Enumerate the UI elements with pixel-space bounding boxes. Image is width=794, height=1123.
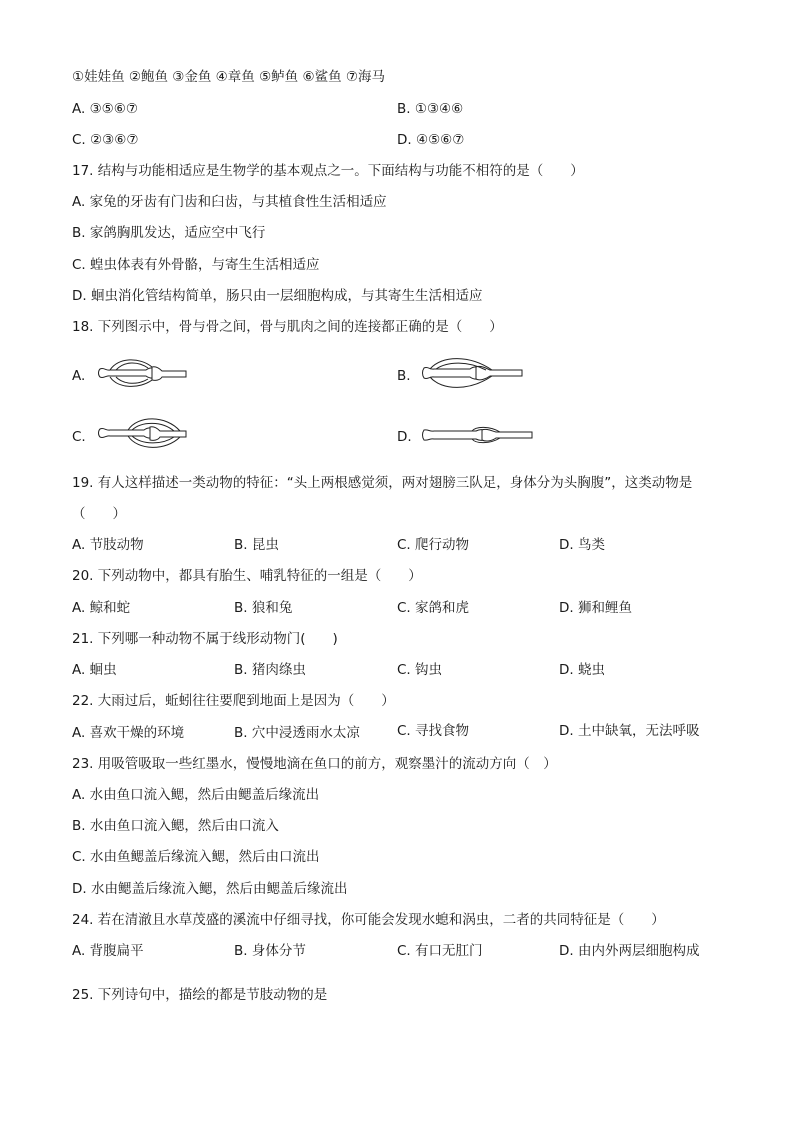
q16-option-a[interactable]: A. ③⑤⑥⑦: [72, 101, 138, 117]
q18-option-a-label[interactable]: A.: [72, 368, 86, 384]
q24-option-b[interactable]: B. 身体分节: [234, 943, 306, 959]
q17-option-a[interactable]: A. 家兔的牙齿有门齿和臼齿，与其植食性生活相适应: [72, 194, 387, 210]
q19-option-d[interactable]: D. 鸟类: [559, 537, 605, 553]
q18-stem: 18. 下列图示中，骨与骨之间，骨与肌肉之间的连接都正确的是（ ）: [72, 319, 503, 335]
q24-option-d[interactable]: D. 由内外两层细胞构成: [559, 943, 700, 959]
q23-option-d[interactable]: D. 水由鳃盖后缘流入鳃，然后由鳃盖后缘流出: [72, 881, 348, 897]
q16-option-d[interactable]: D. ④⑤⑥⑦: [397, 132, 465, 148]
q16-option-b[interactable]: B. ①③④⑥: [397, 101, 464, 117]
q21-option-d[interactable]: D. 蛲虫: [559, 662, 605, 678]
q17-option-d[interactable]: D. 蛔虫消化管结构简单，肠只由一层细胞构成，与其寄生生活相适应: [72, 288, 483, 304]
q18-figure-a: [94, 353, 194, 393]
q22-option-a[interactable]: A. 喜欢干燥的环境: [72, 725, 185, 741]
species-list: ①娃娃鱼 ②鲍鱼 ③金鱼 ④章鱼 ⑤鲈鱼 ⑥鲨鱼 ⑦海马: [72, 69, 385, 85]
q23-option-a[interactable]: A. 水由鱼口流入鳃，然后由鳃盖后缘流出: [72, 787, 320, 803]
q24-stem: 24. 若在清澈且水草茂盛的溪流中仔细寻找，你可能会发现水螅和涡虫，二者的共同特征是（ ）: [72, 912, 665, 928]
q20-option-d[interactable]: D. 狮和鲤鱼: [559, 600, 632, 616]
q18-option-c-label[interactable]: C.: [72, 429, 86, 445]
q21-option-c[interactable]: C. 钩虫: [397, 662, 443, 678]
q16-option-c[interactable]: C. ②③⑥⑦: [72, 132, 139, 148]
q23-stem: 23. 用吸管吸取一些红墨水，慢慢地滴在鱼口的前方，观察墨汁的流动方向（ ）: [72, 756, 557, 772]
q18-figure-c: [94, 411, 194, 455]
q21-stem: 21. 下列哪一种动物不属于线形动物门( ): [72, 631, 338, 647]
q24-option-c[interactable]: C. 有口无肛门: [397, 943, 483, 959]
q19-option-c[interactable]: C. 爬行动物: [397, 537, 470, 553]
q22-option-d[interactable]: D. 土中缺氧，无法呼吸: [559, 723, 700, 739]
q22-option-b[interactable]: B. 穴中浸透雨水太凉: [234, 725, 360, 741]
q22-option-c[interactable]: C. 寻找食物: [397, 723, 470, 739]
q20-stem: 20. 下列动物中，都具有胎生、哺乳特征的一组是（ ）: [72, 568, 422, 584]
q25-stem: 25. 下列诗句中，描绘的都是节肢动物的是: [72, 987, 328, 1003]
q19-stem-line2: （ ）: [72, 506, 126, 522]
q18-option-b-label[interactable]: B.: [397, 368, 411, 384]
q24-option-a[interactable]: A. 背腹扁平: [72, 943, 144, 959]
q22-stem: 22. 大雨过后，蚯蚓往往要爬到地面上是因为（ ）: [72, 693, 395, 709]
q19-option-b[interactable]: B. 昆虫: [234, 537, 279, 553]
q19-stem-line1: 19. 有人这样描述一类动物的特征：“头上两根感觉须，两对翅膀三队足，身体分为头胸腹”，这类动物是: [72, 475, 693, 491]
q23-option-c[interactable]: C. 水由鱼鳃盖后缘流入鳃，然后由口流出: [72, 849, 320, 865]
q17-stem: 17. 结构与功能相适应是生物学的基本观点之一。下面结构与功能不相符的是（ ）: [72, 163, 584, 179]
q23-option-b[interactable]: B. 水由鱼口流入鳃，然后由口流入: [72, 818, 279, 834]
q18-figure-b: [420, 353, 528, 393]
q21-option-a[interactable]: A. 蛔虫: [72, 662, 117, 678]
q21-option-b[interactable]: B. 猪肉绦虫: [234, 662, 306, 678]
q19-option-a[interactable]: A. 节肢动物: [72, 537, 144, 553]
q20-option-c[interactable]: C. 家鸽和虎: [397, 600, 470, 616]
q18-option-d-label[interactable]: D.: [397, 429, 412, 445]
q18-figure-d: [420, 420, 536, 450]
q20-option-b[interactable]: B. 狼和兔: [234, 600, 293, 616]
q17-option-c[interactable]: C. 蝗虫体表有外骨骼，与寄生生活相适应: [72, 257, 320, 273]
q17-option-b[interactable]: B. 家鸽胸肌发达，适应空中飞行: [72, 225, 266, 241]
q20-option-a[interactable]: A. 鲸和蛇: [72, 600, 131, 616]
